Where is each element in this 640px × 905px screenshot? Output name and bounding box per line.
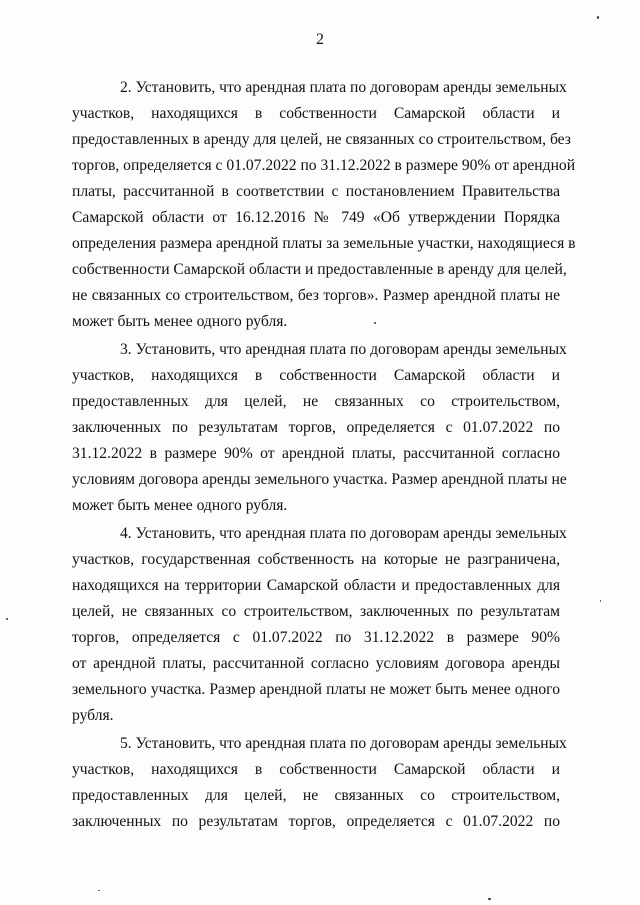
paragraph-3: [72, 337, 567, 519]
scan-speck: [600, 600, 601, 602]
text-line: предоставленных для целей, не связанных со строительством,: [72, 787, 560, 804]
text-line: может быть менее одного рубля.: [72, 313, 288, 330]
text-line: заключенных по результатам торгов, определяется с 01.07.2022 по: [72, 419, 560, 436]
text-line: участков, государственная собственность на которые не разграничена,: [72, 551, 560, 568]
scan-speck: [6, 618, 8, 620]
text-line: от арендной платы, рассчитанной согласно условиям договора аренды: [72, 655, 560, 672]
scan-speck: [488, 898, 491, 900]
text-line: условиям договора аренды земельного участка. Размер арендной платы не: [72, 471, 567, 488]
text-line: 4. Установить, что арендная плата по договорам аренды земельных: [120, 525, 567, 542]
text-line: предоставленных в аренду для целей, не связанных со строительством, без: [72, 131, 571, 148]
text-line: платы, рассчитанной в соответствии с постановлением Правительства: [72, 183, 560, 200]
text-line: рубля.: [72, 707, 114, 724]
scan-speck: [597, 16, 599, 19]
paragraph-5: [72, 731, 567, 835]
scan-speck: [98, 890, 100, 891]
text-line: торгов, определяется с 01.07.2022 по 31.12.2022 в размере 90% от арендной: [72, 157, 576, 174]
text-line: Самарской области от 16.12.2016 № 749 «Об утверждении Порядка: [72, 209, 560, 226]
text-line: 5. Установить, что арендная плата по договорам аренды земельных: [120, 735, 567, 752]
scan-speck: [374, 322, 376, 324]
paragraph-4: [72, 521, 567, 729]
text-line: 31.12.2022 в размере 90% от арендной платы, рассчитанной согласно: [72, 445, 560, 462]
text-line: собственности Самарской области и предоставленные в аренду для целей,: [72, 261, 567, 278]
text-line: участков, находящихся в собственности Самарской области и: [72, 105, 560, 122]
text-line: определения размера арендной платы за земельные участки, находящиеся в: [72, 235, 576, 252]
text-line: не связанных со строительством, без торгов». Размер арендной платы не: [72, 287, 560, 304]
text-line: земельного участка. Размер арендной платы не может быть менее одного: [72, 681, 560, 698]
text-line: участков, находящихся в собственности Самарской области и: [72, 761, 560, 778]
text-line: участков, находящихся в собственности Самарской области и: [72, 367, 560, 384]
text-line: находящихся на территории Самарской области и предоставленных для: [72, 577, 560, 594]
text-line: целей, не связанных со строительством, заключенных по результатам: [72, 603, 560, 620]
paragraph-2: [72, 75, 576, 335]
text-line: торгов, определяется с 01.07.2022 по 31.12.2022 в размере 90%: [72, 629, 560, 646]
text-line: 2. Установить, что арендная плата по договорам аренды земельных: [120, 79, 567, 96]
text-line: предоставленных для целей, не связанных со строительством,: [72, 393, 560, 410]
text-line: заключенных по результатам торгов, определяется с 01.07.2022 по: [72, 813, 560, 830]
text-line: 3. Установить, что арендная плата по договорам аренды земельных: [120, 341, 567, 358]
document-body: [72, 75, 576, 837]
text-line: может быть менее одного рубля.: [72, 497, 288, 514]
page-number: 2: [316, 31, 324, 48]
